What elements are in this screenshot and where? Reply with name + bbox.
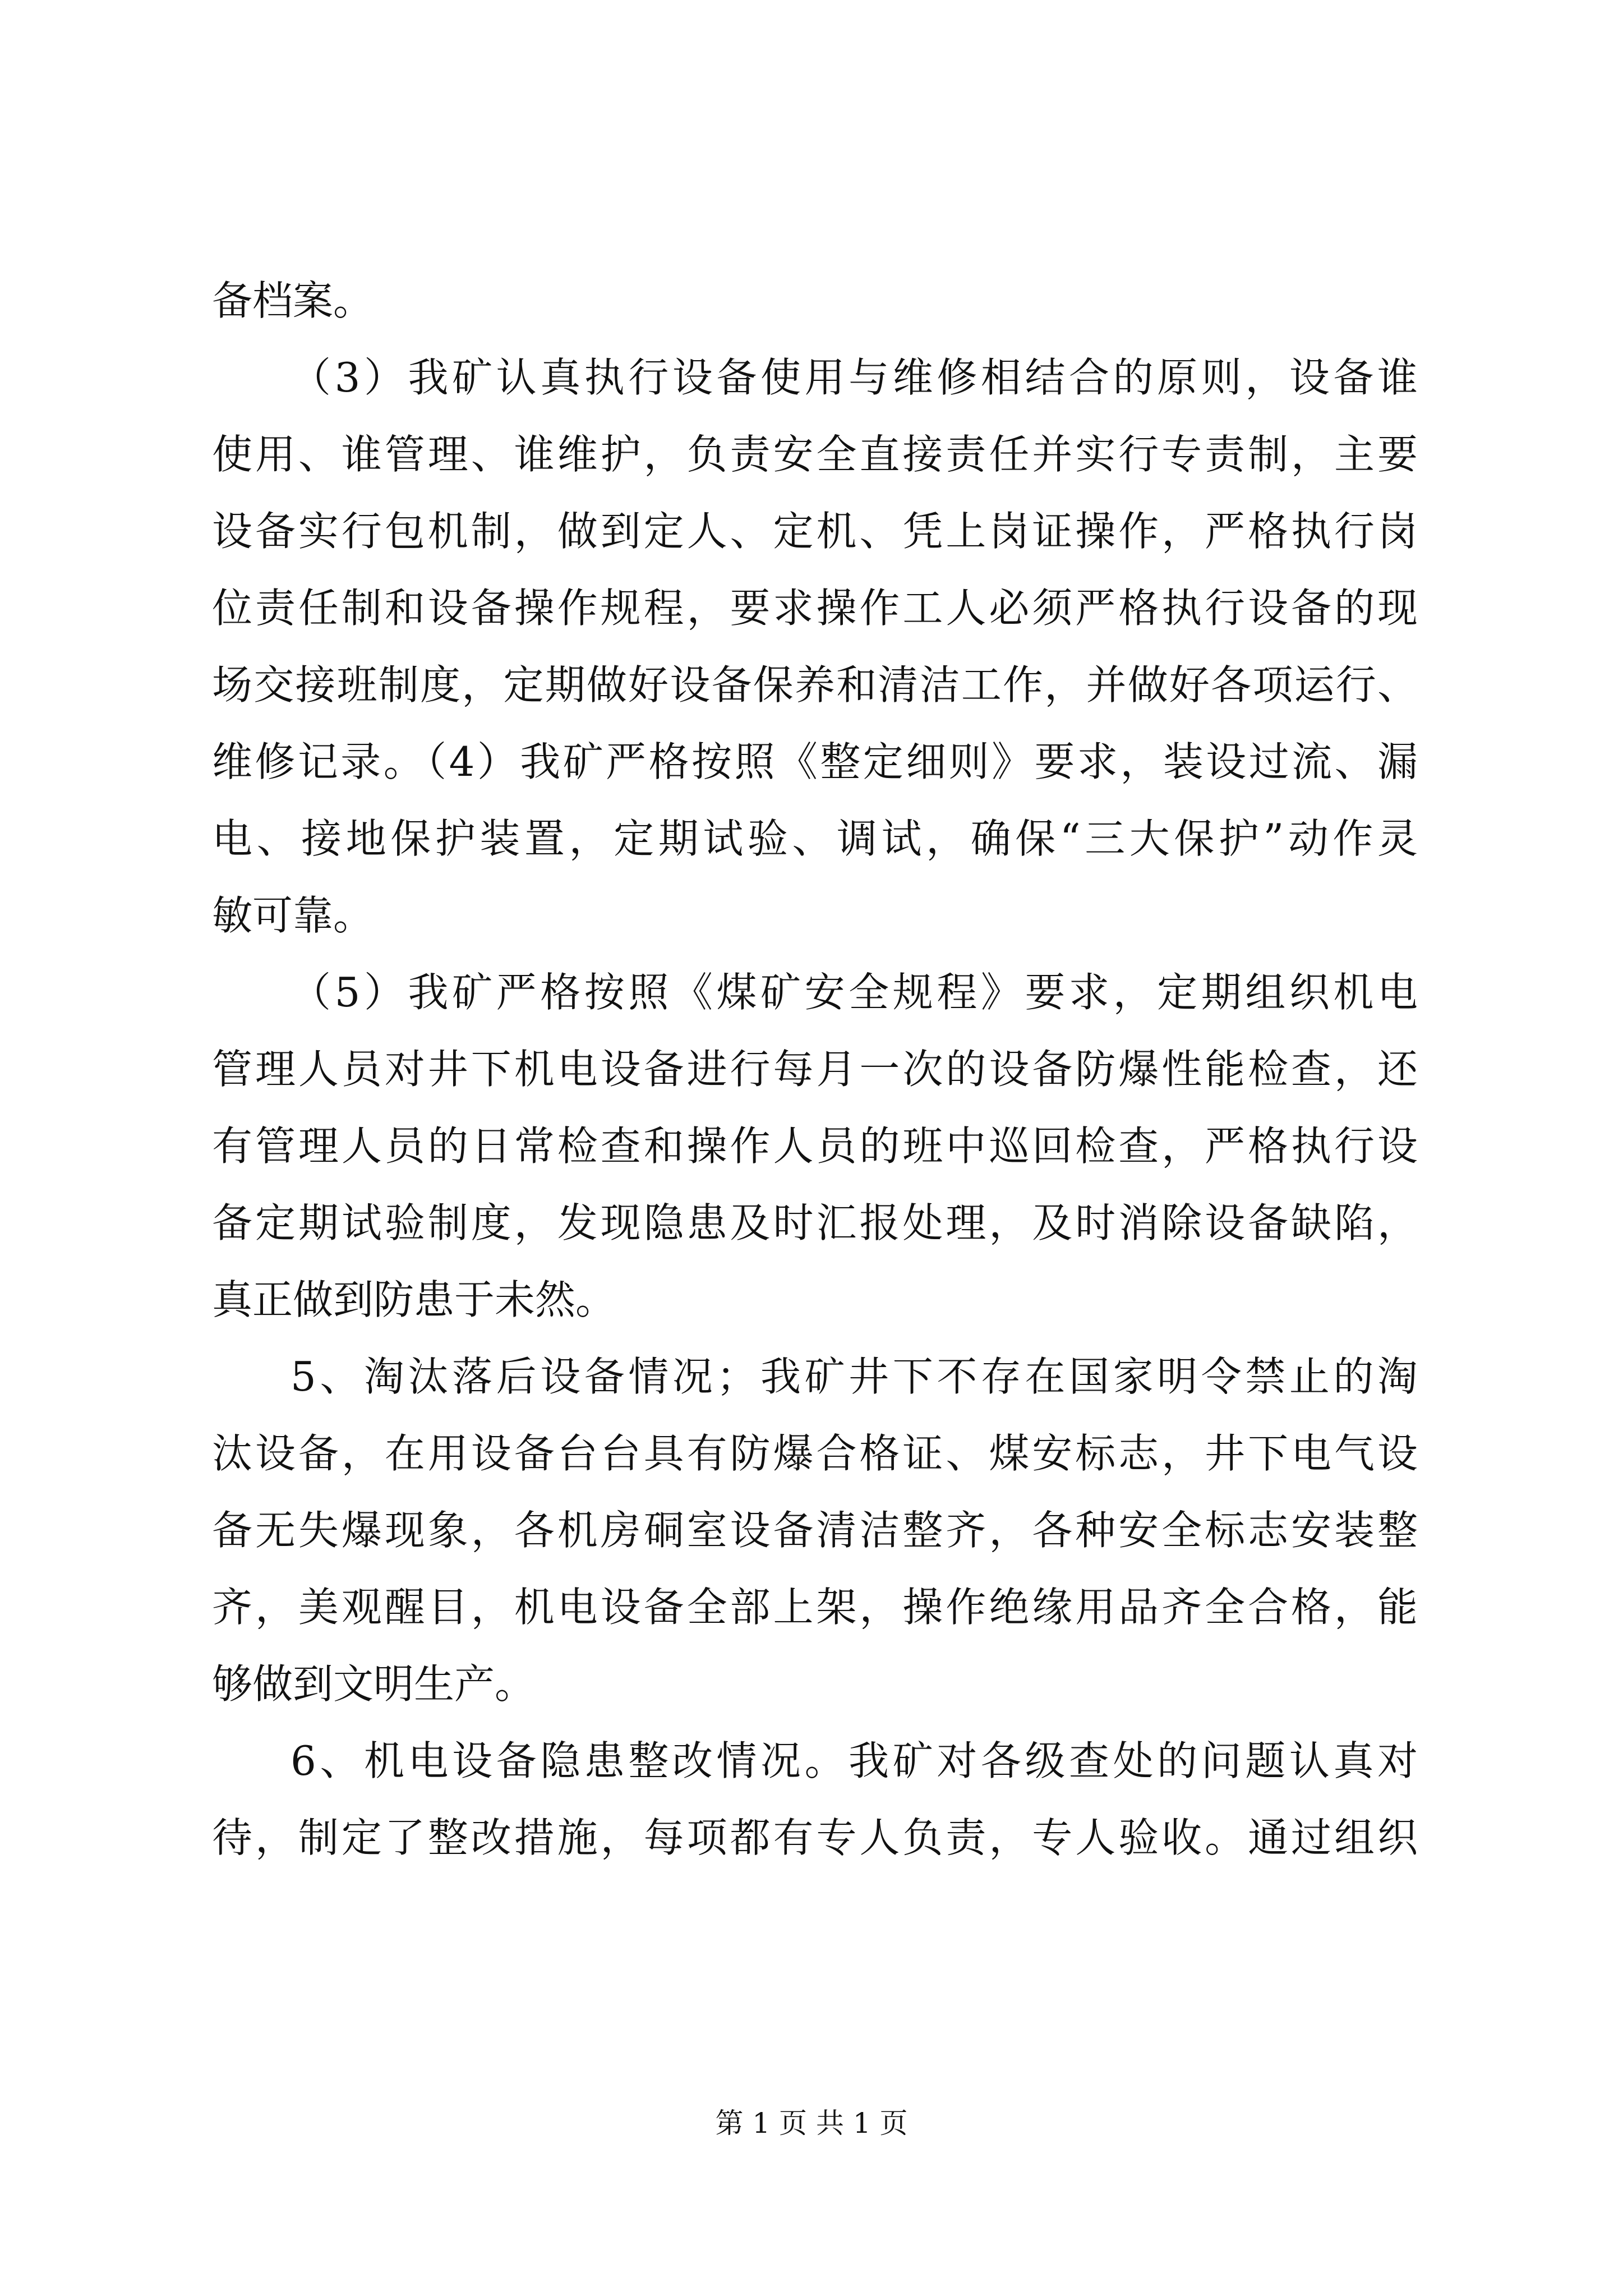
text-line: 6、机电设备隐患整改情况。我矿对各级查处的问题认真对 <box>291 1737 1418 1784</box>
text-line: 使用、谁管理、谁维护，负责安全直接责任并实行专责制，主要 <box>212 431 1418 478</box>
text-line: 位责任制和设备操作规程，要求操作工人必须严格执行设备的现 <box>212 585 1418 632</box>
text-line: 备定期试验制度，发现隐患及时汇报处理，及时消除设备缺陷， <box>212 1199 1418 1246</box>
text-line: 真正做到防患于未然。 <box>212 1276 616 1323</box>
text-line: 汰设备，在用设备台台具有防爆合格证、煤安标志，井下电气设 <box>212 1430 1418 1477</box>
text-line: （5）我矿严格按照《煤矿安全规程》要求，定期组织机电 <box>291 969 1418 1016</box>
text-line: 5、淘汰落后设备情况；我矿井下不存在国家明令禁止的淘 <box>291 1353 1418 1400</box>
text-line: 管理人员对井下机电设备进行每月一次的设备防爆性能检查，还 <box>212 1046 1418 1093</box>
text-line: 备无失爆现象，各机房硐室设备清洁整齐，各种安全标志安装整 <box>212 1507 1418 1554</box>
text-line: 维修记录。（4）我矿严格按照《整定细则》要求，装设过流、漏 <box>212 738 1418 785</box>
text-line: 待，制定了整改措施，每项都有专人负责，专人验收。通过组织 <box>212 1814 1418 1861</box>
text-line: 设备实行包机制，做到定人、定机、凭上岗证操作，严格执行岗 <box>212 508 1418 555</box>
text-line: （3）我矿认真执行设备使用与维修相结合的原则，设备谁 <box>291 354 1418 401</box>
text-line: 电、接地保护装置，定期试验、调试，确保“三大保护”动作灵 <box>212 815 1418 862</box>
text-line: 敏可靠。 <box>212 892 374 939</box>
text-line: 有管理人员的日常检查和操作人员的班中巡回检查，严格执行设 <box>212 1122 1418 1170</box>
text-line: 够做到文明生产。 <box>212 1660 536 1708</box>
text-line: 场交接班制度，定期做好设备保养和清洁工作，并做好各项运行、 <box>212 661 1418 708</box>
document-body <box>212 263 1418 1876</box>
page-footer: 第 1 页 共 1 页 <box>715 2107 908 2139</box>
text-line: 备档案。 <box>212 277 374 324</box>
text-line: 齐，美观醒目，机电设备全部上架，操作绝缘用品齐全合格，能 <box>212 1584 1418 1631</box>
